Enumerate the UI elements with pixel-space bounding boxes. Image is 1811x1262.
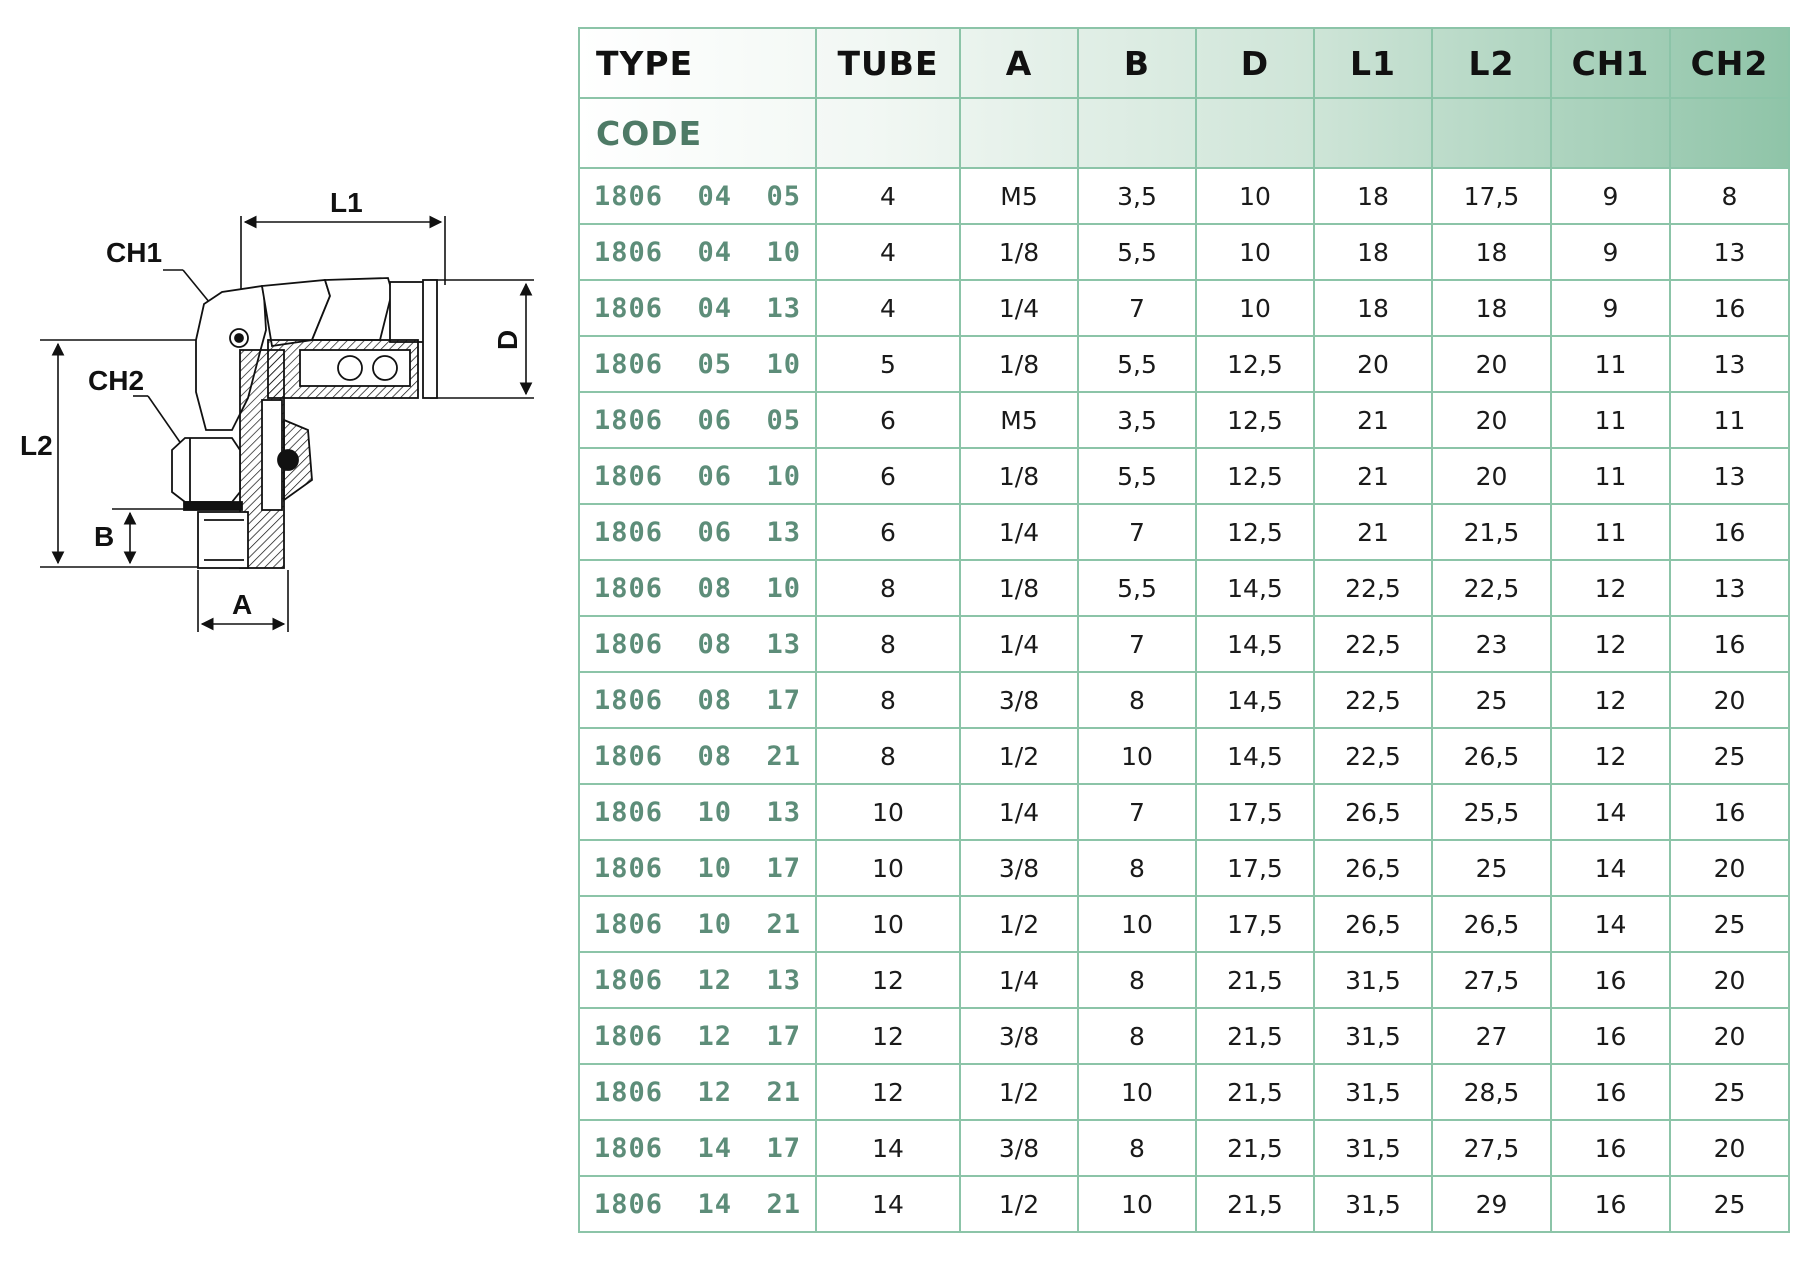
cell-d: 17,5 [1196, 896, 1314, 952]
cell-b: 7 [1078, 280, 1196, 336]
cell-ch1: 16 [1551, 1008, 1670, 1064]
cell-a: 1/2 [960, 896, 1078, 952]
cell-a: M5 [960, 168, 1078, 224]
cell-ch1: 11 [1551, 448, 1670, 504]
cell-ch1: 14 [1551, 896, 1670, 952]
table-row [579, 616, 1789, 672]
cell-ch2: 13 [1670, 336, 1789, 392]
cell-b: 10 [1078, 896, 1196, 952]
cell-tube: 8 [816, 728, 960, 784]
cell-code: 1806 08 17 [579, 672, 816, 728]
cell-tube: 10 [816, 784, 960, 840]
cell-tube: 14 [816, 1120, 960, 1176]
cell-ch2: 13 [1670, 560, 1789, 616]
cell-tube: 12 [816, 1064, 960, 1120]
label-b: B [94, 521, 115, 552]
cell-a: 1/4 [960, 616, 1078, 672]
cell-b: 7 [1078, 784, 1196, 840]
cell-ch1: 9 [1551, 224, 1670, 280]
cell-l2: 29 [1432, 1176, 1551, 1232]
empty-cell [1432, 98, 1551, 168]
cell-tube: 5 [816, 336, 960, 392]
cell-l1: 18 [1314, 280, 1432, 336]
empty-cell [1314, 98, 1432, 168]
cell-d: 17,5 [1196, 840, 1314, 896]
cell-tube: 8 [816, 616, 960, 672]
cell-tube: 6 [816, 504, 960, 560]
cell-l1: 31,5 [1314, 1120, 1432, 1176]
cell-ch1: 12 [1551, 672, 1670, 728]
cell-ch2: 20 [1670, 672, 1789, 728]
cell-l1: 22,5 [1314, 560, 1432, 616]
cell-ch1: 11 [1551, 504, 1670, 560]
cell-tube: 6 [816, 448, 960, 504]
cell-code: 1806 12 17 [579, 1008, 816, 1064]
cell-b: 3,5 [1078, 392, 1196, 448]
type-header: TYPE [579, 28, 816, 98]
cell-a: 1/2 [960, 1176, 1078, 1232]
code-header-row [579, 98, 1789, 168]
cell-tube: 4 [816, 168, 960, 224]
cell-l2: 26,5 [1432, 728, 1551, 784]
cell-l2: 20 [1432, 448, 1551, 504]
cell-d: 21,5 [1196, 1176, 1314, 1232]
cell-b: 10 [1078, 1064, 1196, 1120]
cell-code: 1806 04 13 [579, 280, 816, 336]
cell-code: 1806 10 21 [579, 896, 816, 952]
cell-code: 1806 12 13 [579, 952, 816, 1008]
cell-d: 12,5 [1196, 392, 1314, 448]
cell-l1: 21 [1314, 448, 1432, 504]
cell-d: 21,5 [1196, 1120, 1314, 1176]
empty-cell [960, 98, 1078, 168]
cell-l2: 18 [1432, 280, 1551, 336]
cell-l2: 17,5 [1432, 168, 1551, 224]
cell-d: 14,5 [1196, 616, 1314, 672]
cell-code: 1806 06 13 [579, 504, 816, 560]
cell-code: 1806 04 05 [579, 168, 816, 224]
cell-code: 1806 12 21 [579, 1064, 816, 1120]
cell-ch1: 16 [1551, 1064, 1670, 1120]
cell-ch2: 16 [1670, 616, 1789, 672]
cell-a: 1/8 [960, 224, 1078, 280]
cell-b: 8 [1078, 1120, 1196, 1176]
cell-d: 14,5 [1196, 672, 1314, 728]
spec-table [578, 27, 1790, 1233]
cell-a: 1/2 [960, 728, 1078, 784]
cell-b: 5,5 [1078, 224, 1196, 280]
label-d: D [492, 329, 523, 350]
empty-cell [816, 98, 960, 168]
cell-tube: 4 [816, 280, 960, 336]
cell-b: 5,5 [1078, 336, 1196, 392]
cell-l1: 22,5 [1314, 616, 1432, 672]
cell-d: 21,5 [1196, 952, 1314, 1008]
cell-ch1: 12 [1551, 616, 1670, 672]
cell-a: 1/4 [960, 952, 1078, 1008]
cell-l1: 31,5 [1314, 952, 1432, 1008]
cell-a: 1/4 [960, 504, 1078, 560]
cell-l2: 23 [1432, 616, 1551, 672]
cell-l2: 20 [1432, 392, 1551, 448]
cell-code: 1806 10 13 [579, 784, 816, 840]
cell-tube: 4 [816, 224, 960, 280]
cell-l2: 27 [1432, 1008, 1551, 1064]
cell-d: 12,5 [1196, 448, 1314, 504]
col-header-ch2: CH2 [1670, 28, 1789, 98]
label-a: A [232, 589, 253, 620]
cell-code: 1806 10 17 [579, 840, 816, 896]
label-l1: L1 [330, 187, 363, 218]
cell-a: 1/8 [960, 448, 1078, 504]
col-header-ch1: CH1 [1551, 28, 1670, 98]
table-row [579, 392, 1789, 448]
col-header-a: A [960, 28, 1078, 98]
cell-l2: 27,5 [1432, 952, 1551, 1008]
table-row [579, 1120, 1789, 1176]
cell-ch1: 14 [1551, 840, 1670, 896]
cell-ch2: 13 [1670, 224, 1789, 280]
cell-ch1: 16 [1551, 1120, 1670, 1176]
cell-l1: 18 [1314, 224, 1432, 280]
cell-b: 8 [1078, 1008, 1196, 1064]
table-row [579, 952, 1789, 1008]
cell-l1: 22,5 [1314, 672, 1432, 728]
label-ch2: CH2 [88, 365, 145, 396]
table-row [579, 896, 1789, 952]
cell-a: 1/8 [960, 560, 1078, 616]
cell-ch2: 25 [1670, 1176, 1789, 1232]
label-l2: L2 [20, 430, 53, 461]
cell-ch2: 8 [1670, 168, 1789, 224]
table-row [579, 168, 1789, 224]
cell-ch2: 25 [1670, 728, 1789, 784]
empty-cell [1196, 98, 1314, 168]
cell-tube: 6 [816, 392, 960, 448]
cell-d: 14,5 [1196, 560, 1314, 616]
col-header-l2: L2 [1432, 28, 1551, 98]
cell-l2: 27,5 [1432, 1120, 1551, 1176]
cell-l1: 31,5 [1314, 1176, 1432, 1232]
cell-ch1: 11 [1551, 336, 1670, 392]
cell-b: 5,5 [1078, 448, 1196, 504]
cell-code: 1806 08 13 [579, 616, 816, 672]
cell-a: 1/4 [960, 280, 1078, 336]
cell-l1: 26,5 [1314, 896, 1432, 952]
cell-a: 3/8 [960, 1120, 1078, 1176]
cell-ch2: 20 [1670, 1008, 1789, 1064]
cell-a: 3/8 [960, 672, 1078, 728]
cell-ch2: 20 [1670, 840, 1789, 896]
fitting-drawing [0, 0, 580, 700]
cell-d: 10 [1196, 168, 1314, 224]
cell-ch1: 14 [1551, 784, 1670, 840]
cell-tube: 14 [816, 1176, 960, 1232]
cell-code: 1806 04 10 [579, 224, 816, 280]
cell-tube: 8 [816, 560, 960, 616]
table-row [579, 784, 1789, 840]
cell-b: 3,5 [1078, 168, 1196, 224]
cell-b: 7 [1078, 616, 1196, 672]
cell-a: 1/2 [960, 1064, 1078, 1120]
cell-l1: 21 [1314, 392, 1432, 448]
table-row [579, 1064, 1789, 1120]
label-ch1: CH1 [106, 237, 163, 268]
table-row [579, 672, 1789, 728]
cell-tube: 12 [816, 1008, 960, 1064]
col-header-l1: L1 [1314, 28, 1432, 98]
cell-l2: 22,5 [1432, 560, 1551, 616]
table-row [579, 336, 1789, 392]
cell-ch2: 25 [1670, 896, 1789, 952]
cell-code: 1806 06 05 [579, 392, 816, 448]
cell-ch1: 16 [1551, 952, 1670, 1008]
cell-ch2: 25 [1670, 1064, 1789, 1120]
cell-d: 12,5 [1196, 336, 1314, 392]
cell-ch2: 20 [1670, 1120, 1789, 1176]
cell-ch2: 16 [1670, 504, 1789, 560]
cell-tube: 10 [816, 896, 960, 952]
table-row [579, 504, 1789, 560]
cell-a: M5 [960, 392, 1078, 448]
cell-ch1: 16 [1551, 1176, 1670, 1232]
cell-l2: 28,5 [1432, 1064, 1551, 1120]
cell-d: 14,5 [1196, 728, 1314, 784]
cell-ch1: 11 [1551, 392, 1670, 448]
table-row [579, 280, 1789, 336]
col-header-b: B [1078, 28, 1196, 98]
cell-l1: 31,5 [1314, 1008, 1432, 1064]
cell-a: 1/8 [960, 336, 1078, 392]
table-row [579, 224, 1789, 280]
table-row [579, 840, 1789, 896]
cell-l1: 26,5 [1314, 784, 1432, 840]
cell-b: 8 [1078, 672, 1196, 728]
table-row [579, 728, 1789, 784]
cell-d: 21,5 [1196, 1008, 1314, 1064]
cell-l1: 26,5 [1314, 840, 1432, 896]
col-header-tube: TUBE [816, 28, 960, 98]
col-header-d: D [1196, 28, 1314, 98]
cell-d: 21,5 [1196, 1064, 1314, 1120]
cell-l1: 22,5 [1314, 728, 1432, 784]
cell-ch1: 12 [1551, 560, 1670, 616]
cell-b: 7 [1078, 504, 1196, 560]
cell-tube: 8 [816, 672, 960, 728]
empty-cell [1670, 98, 1789, 168]
cell-a: 3/8 [960, 840, 1078, 896]
code-header: CODE [579, 98, 816, 168]
cell-a: 1/4 [960, 784, 1078, 840]
cell-b: 10 [1078, 1176, 1196, 1232]
cell-d: 10 [1196, 224, 1314, 280]
cell-l2: 21,5 [1432, 504, 1551, 560]
cell-b: 8 [1078, 952, 1196, 1008]
cell-ch2: 16 [1670, 280, 1789, 336]
cell-b: 5,5 [1078, 560, 1196, 616]
cell-tube: 10 [816, 840, 960, 896]
cell-l1: 20 [1314, 336, 1432, 392]
cell-l2: 25,5 [1432, 784, 1551, 840]
cell-l2: 26,5 [1432, 896, 1551, 952]
cell-d: 12,5 [1196, 504, 1314, 560]
table-row [579, 1008, 1789, 1064]
cell-l1: 18 [1314, 168, 1432, 224]
cell-l2: 18 [1432, 224, 1551, 280]
cell-b: 10 [1078, 728, 1196, 784]
cell-d: 17,5 [1196, 784, 1314, 840]
cell-b: 8 [1078, 840, 1196, 896]
empty-cell [1551, 98, 1670, 168]
cell-code: 1806 14 21 [579, 1176, 816, 1232]
cell-code: 1806 06 10 [579, 448, 816, 504]
spec-table-body [579, 168, 1789, 1232]
cell-l2: 25 [1432, 672, 1551, 728]
cell-code: 1806 08 10 [579, 560, 816, 616]
header-row [579, 28, 1789, 98]
table-row [579, 448, 1789, 504]
cell-a: 3/8 [960, 1008, 1078, 1064]
table-row [579, 1176, 1789, 1232]
cell-ch2: 13 [1670, 448, 1789, 504]
cell-code: 1806 14 17 [579, 1120, 816, 1176]
cell-ch1: 12 [1551, 728, 1670, 784]
empty-cell [1078, 98, 1196, 168]
table-row [579, 560, 1789, 616]
cell-ch2: 16 [1670, 784, 1789, 840]
cell-d: 10 [1196, 280, 1314, 336]
cell-l1: 31,5 [1314, 1064, 1432, 1120]
cell-l2: 20 [1432, 336, 1551, 392]
cell-code: 1806 05 10 [579, 336, 816, 392]
cell-ch1: 9 [1551, 280, 1670, 336]
cell-ch2: 20 [1670, 952, 1789, 1008]
cell-code: 1806 08 21 [579, 728, 816, 784]
cell-ch2: 11 [1670, 392, 1789, 448]
cell-l1: 21 [1314, 504, 1432, 560]
cell-tube: 12 [816, 952, 960, 1008]
cell-ch1: 9 [1551, 168, 1670, 224]
cell-l2: 25 [1432, 840, 1551, 896]
